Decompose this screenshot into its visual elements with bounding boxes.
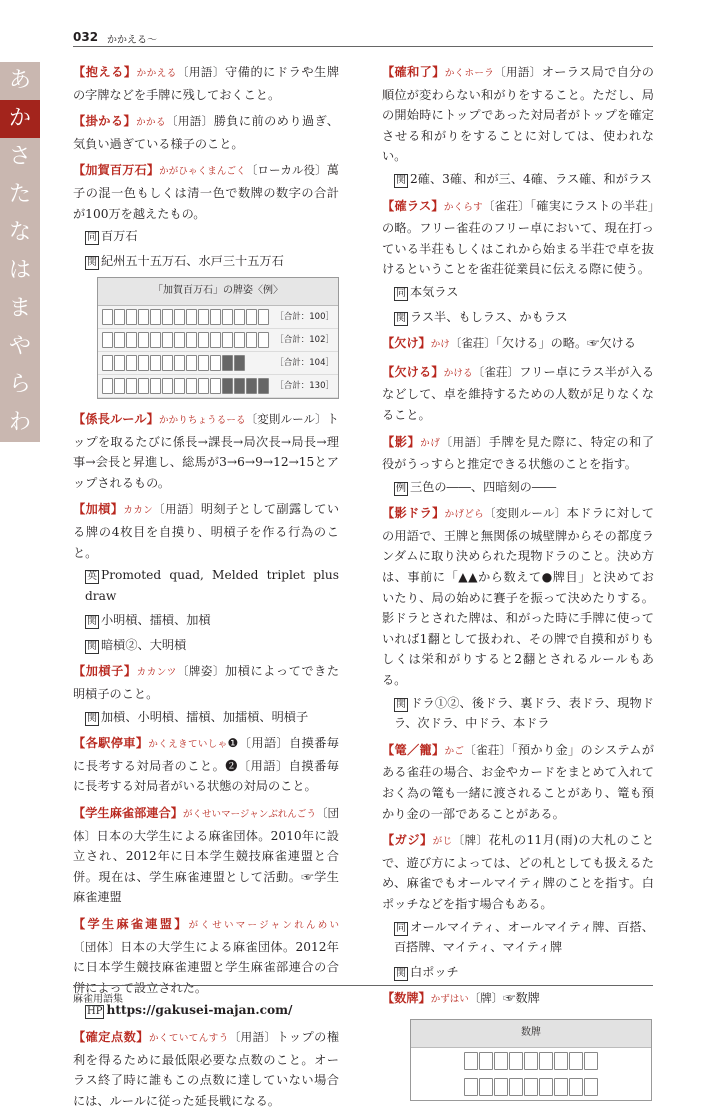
definition: ☞数牌 bbox=[503, 991, 540, 1006]
entry-kake bbox=[382, 333, 654, 356]
english-tag: 英 bbox=[87, 571, 97, 583]
category-tag: 〔雀荘〕 bbox=[464, 742, 512, 757]
headword: 【影】 bbox=[382, 434, 421, 449]
entry-kago bbox=[382, 740, 654, 824]
synonym-ref bbox=[85, 226, 339, 247]
entry-kaku-rasu bbox=[382, 196, 654, 328]
entry-gakusei-majan-burengo bbox=[73, 803, 339, 908]
reading: かがひゃくまんごく bbox=[159, 166, 246, 178]
index-tab-5[interactable]: は bbox=[0, 252, 40, 290]
page-header bbox=[73, 30, 653, 47]
category-tag: 〔雀荘〕 bbox=[482, 198, 530, 213]
synonym-text: オールマイティ、オールマイティ牌、百搭、百搭牌、マイティ、マイティ牌 bbox=[394, 919, 654, 955]
mahjong-tile-icon bbox=[258, 378, 269, 394]
tile-total: ［合計：130］ bbox=[275, 380, 334, 391]
related-ref bbox=[394, 693, 654, 734]
headword: 【係長ルール】 bbox=[73, 411, 159, 426]
mahjong-tile-icon bbox=[126, 355, 137, 371]
category-tag: 〔ローカル役〕 bbox=[245, 163, 327, 178]
mahjong-tile-icon bbox=[524, 1052, 538, 1070]
headword: 【各駅停車】 bbox=[73, 736, 149, 751]
headword: 【確和了】 bbox=[382, 65, 445, 79]
right-column bbox=[382, 62, 654, 1101]
reading: がじ bbox=[432, 836, 453, 848]
related-tag: 関 bbox=[396, 174, 406, 186]
headword: 【加賀百万石】 bbox=[73, 163, 160, 178]
category-tag: 〔変則ルール〕 bbox=[484, 506, 567, 521]
reading: かくらす bbox=[443, 201, 483, 213]
entry-kakeru bbox=[382, 362, 654, 426]
mahjong-tile-icon bbox=[569, 1052, 583, 1070]
index-tab-6[interactable]: ま bbox=[0, 290, 40, 328]
mahjong-tile-icon bbox=[138, 309, 149, 325]
kaga-tile-table bbox=[97, 277, 339, 399]
mahjong-tile-icon bbox=[210, 332, 221, 348]
entry-kage bbox=[382, 432, 654, 498]
definition: 「確実にラストの半荘」の略。フリー雀荘のフリー卓において、現在打っている半荘もしくはこれから始まる半荘で卓を抜けるということを雀荘従業員に伝える際に使う。 bbox=[382, 198, 654, 277]
suhai-box-title: 数牌 bbox=[411, 1020, 651, 1048]
mahjong-tile-icon bbox=[222, 332, 233, 348]
entry-kakueki-teisha bbox=[73, 733, 339, 797]
footer-title: 麻雀用語集 bbox=[73, 994, 123, 1005]
definition: 日本の大学生による麻雀団体。2010年に設立され、2012年に日本学生競技麻雀連盟と合併。現在は、学生麻雀連盟として活動。☞学生麻雀連盟 bbox=[73, 828, 339, 905]
related-text: 加槓、小明槓、擂槓、加擂槓、明槓子 bbox=[101, 709, 309, 724]
related-tag: 関 bbox=[87, 640, 97, 652]
index-tab-8[interactable]: ら bbox=[0, 366, 40, 404]
definition: フリー卓にラス半が入るなどして、卓を維持するための人数が足りなくなること。 bbox=[382, 364, 655, 422]
mahjong-tile-icon bbox=[162, 309, 173, 325]
entry-kaku-hora bbox=[382, 62, 654, 190]
entry-kaga-hyakumangoku bbox=[73, 160, 339, 271]
mahjong-tile-icon bbox=[479, 1052, 493, 1070]
definition: 花札の11月(雨)の大札のことで、遊び方によっては、どの札としても扱えるため、麻雀でもオールマイティ牌のことを指す。白ポッチなどを指す場合もある。 bbox=[382, 833, 654, 911]
mahjong-tile-icon bbox=[539, 1052, 553, 1070]
mahjong-tile-icon bbox=[186, 378, 197, 394]
headword: 【ガジ】 bbox=[382, 833, 433, 848]
entry-kakaeru bbox=[73, 62, 339, 105]
synonym-ref bbox=[394, 917, 654, 958]
kaga-table-row bbox=[98, 306, 338, 329]
related-ref bbox=[85, 251, 339, 272]
reading: がくせいマージャンぶれんごう bbox=[182, 809, 316, 821]
reading: かかりちょうるーる bbox=[158, 414, 246, 426]
mahjong-tile-icon bbox=[186, 309, 197, 325]
mahjong-tile-icon bbox=[509, 1052, 523, 1070]
reading: かずはい bbox=[430, 994, 469, 1006]
headword: 【数牌】 bbox=[382, 991, 431, 1006]
page-number: 032 bbox=[73, 30, 99, 44]
headword: 【確定点数】 bbox=[73, 1029, 149, 1044]
definition: 日本の大学生による麻雀団体。2012年に日本学生競技麻雀連盟と学生麻雀部連合の合併によって設立された。 bbox=[73, 939, 339, 995]
related-text: 小明槓、擂槓、加槓 bbox=[101, 613, 211, 628]
mahjong-tile-icon bbox=[554, 1078, 568, 1096]
reading: かける bbox=[443, 367, 473, 379]
reading: かげどら bbox=[444, 509, 484, 521]
mahjong-tile-icon bbox=[234, 378, 245, 394]
mahjong-tile-icon bbox=[234, 309, 245, 325]
mahjong-tile-icon bbox=[102, 309, 113, 325]
synonym-text: 百万石 bbox=[101, 229, 138, 244]
mahjong-tile-icon bbox=[234, 355, 245, 371]
reading: かくえきていしゃ bbox=[148, 739, 228, 751]
reading: かげ bbox=[420, 437, 441, 449]
category-tag: 〔牌〕 bbox=[452, 833, 489, 848]
mahjong-tile-icon bbox=[222, 378, 233, 394]
mahjong-tile-icon bbox=[210, 309, 221, 325]
headword: 【抱える】 bbox=[73, 65, 137, 79]
mahjong-tile-icon bbox=[222, 309, 233, 325]
definition: 勝負に前のめり過ぎ、気負い過ぎている様子のこと。 bbox=[73, 114, 339, 151]
reading: かかえる bbox=[136, 68, 177, 79]
mahjong-tile-icon bbox=[114, 355, 125, 371]
category-tag: 〔牌姿〕 bbox=[176, 664, 225, 679]
tile-total: ［合計：100］ bbox=[275, 311, 334, 322]
related-text: ラス半、もしラス、かもラス bbox=[410, 309, 568, 324]
left-column bbox=[73, 62, 339, 1117]
category-tag: 〔牌〕 bbox=[468, 991, 504, 1006]
related-ref bbox=[85, 707, 339, 728]
reading: カカン bbox=[123, 505, 154, 517]
tile-group bbox=[102, 309, 269, 325]
reading: かくホーラ bbox=[444, 68, 495, 79]
related-text: 2確、3確、和が三、4確、ラス確、和がラス bbox=[410, 171, 652, 186]
english-ref bbox=[85, 565, 339, 606]
mahjong-tile-icon bbox=[114, 332, 125, 348]
entry-kage-dora bbox=[382, 503, 654, 734]
mahjong-tile-icon bbox=[258, 332, 269, 348]
homepage-url[interactable]: https://gakusei-majan.com/ bbox=[106, 1003, 293, 1018]
mahjong-tile-icon bbox=[162, 378, 173, 394]
table-title: 「加賀百万石」の牌姿〈例〉 bbox=[98, 278, 338, 306]
definition: 「欠ける」の略。☞欠ける bbox=[495, 336, 636, 351]
related-tag: 関 bbox=[396, 698, 406, 710]
mahjong-tile-icon bbox=[102, 378, 113, 394]
related-ref bbox=[85, 635, 339, 656]
mahjong-tile-icon bbox=[150, 378, 161, 394]
mahjong-tile-icon bbox=[138, 355, 149, 371]
related-ref bbox=[394, 169, 654, 190]
related-text: 暗槓②、大明槓 bbox=[101, 637, 187, 652]
definition: 本ドラに対しての用語で、王牌と無関係の城壁牌からその都度ランダムに取り決められた現物ドラのこと。決め方は、事前に「▲▲から数えて●牌目」と決めておいたり、局の始めに賽子を振って決めたりする。影ドラとされた牌は、和がった時に手牌に使っていれば1翻として扱われ、その牌で自摸和がりもしくは栄和がりすると2翻とされるルールもある。 bbox=[382, 506, 654, 688]
mahjong-tile-icon bbox=[150, 355, 161, 371]
entry-kakantsu bbox=[73, 661, 339, 727]
definition: 「預かり金」のシステムがある雀荘の場合、お金やカードをまとめて入れておく為の篭も一緒に渡されることがあり、篭も預かり金の一部であることがある。 bbox=[382, 742, 655, 821]
kaga-table-row bbox=[98, 329, 338, 352]
mahjong-tile-icon bbox=[138, 378, 149, 394]
index-tab-3[interactable]: た bbox=[0, 176, 40, 214]
category-tag: 〔用語〕 bbox=[228, 1029, 277, 1044]
mahjong-tile-icon bbox=[162, 355, 173, 371]
definition: ❶〔用語〕自摸番毎に長考する対局者のこと。❷〔用語〕自摸番毎に長考する対局者がいる状態の対局のこと。 bbox=[73, 736, 339, 794]
mahjong-tile-icon bbox=[198, 309, 209, 325]
mahjong-tile-icon bbox=[210, 378, 221, 394]
mahjong-tile-icon bbox=[246, 332, 257, 348]
mahjong-tile-icon bbox=[114, 378, 125, 394]
index-tab-2[interactable]: さ bbox=[0, 138, 40, 176]
mahjong-tile-icon bbox=[198, 332, 209, 348]
category-tag: 〔用語〕 bbox=[153, 502, 201, 517]
related-tag: 関 bbox=[396, 312, 406, 324]
mahjong-tile-icon bbox=[198, 355, 209, 371]
related-tag: 関 bbox=[87, 256, 97, 268]
homepage-tag: HP bbox=[87, 1006, 103, 1018]
mahjong-tile-icon bbox=[210, 355, 221, 371]
mahjong-tile-icon bbox=[174, 355, 185, 371]
category-tag: 〔用語〕 bbox=[440, 434, 489, 449]
synonym-text: 本気ラス bbox=[410, 284, 459, 299]
mahjong-tile-icon bbox=[584, 1052, 598, 1070]
reading: かご bbox=[444, 745, 465, 757]
mahjong-tile-icon bbox=[174, 332, 185, 348]
headword: 【篭／籠】 bbox=[382, 742, 445, 757]
mahjong-tile-icon bbox=[464, 1052, 478, 1070]
suhai-tiles-row bbox=[411, 1074, 651, 1100]
mahjong-tile-icon bbox=[222, 355, 233, 371]
example-text: 三色の――、四暗刻の―― bbox=[410, 479, 557, 494]
mahjong-tile-icon bbox=[584, 1078, 598, 1096]
entry-kakutei-tensu bbox=[73, 1027, 339, 1111]
kaga-table-row bbox=[98, 352, 338, 375]
category-tag: 〔用語〕 bbox=[176, 65, 225, 79]
definition: 守備的にドラや生牌の字牌などを手牌に残しておくこと。 bbox=[73, 65, 340, 102]
mahjong-tile-icon bbox=[246, 378, 257, 394]
mahjong-tile-icon bbox=[102, 355, 113, 371]
tile-group bbox=[102, 378, 269, 394]
entry-gaji bbox=[382, 830, 654, 982]
category-tag: 〔雀荘〕 bbox=[472, 364, 520, 379]
entry-kakan bbox=[73, 499, 339, 655]
headword: 【掛かる】 bbox=[73, 114, 137, 129]
index-tab-7[interactable]: や bbox=[0, 328, 40, 366]
mahjong-tile-icon bbox=[102, 332, 113, 348]
english-text: Promoted quad, Melded triplet plus draw bbox=[85, 568, 339, 603]
index-tab-4[interactable]: な bbox=[0, 214, 40, 252]
mahjong-tile-icon bbox=[150, 309, 161, 325]
headword: 【確ラス】 bbox=[382, 198, 444, 213]
entry-kakaricho-rule bbox=[73, 409, 339, 493]
index-tab-0[interactable]: あ bbox=[0, 62, 40, 100]
related-ref bbox=[394, 307, 654, 328]
definition: オーラス局で自分の順位が変わらない和がりをすること。ただし、局の開始時にトップであった対局者がトップを確定させる和がりをすることに対しては、使われない。 bbox=[382, 65, 654, 164]
example-tag: 例 bbox=[396, 482, 406, 494]
entry-kakaru bbox=[73, 111, 339, 154]
suhai-tiles-row bbox=[411, 1048, 651, 1074]
reading: かかる bbox=[136, 117, 166, 129]
mahjong-tile-icon bbox=[246, 309, 257, 325]
synonym-ref bbox=[394, 282, 654, 303]
synonym-tag: 同 bbox=[396, 287, 406, 299]
definition: トップの権利を得るために最低限必要な点数のこと。オーラス終了時に誰もこの点数に達していない場合には、ルールに従った延長戦になる。 bbox=[73, 1029, 340, 1108]
category-tag: 〔変則ルール〕 bbox=[245, 411, 327, 426]
related-tag: 関 bbox=[87, 712, 97, 724]
mahjong-tile-icon bbox=[479, 1078, 493, 1096]
reading: カカンツ bbox=[136, 667, 177, 679]
suhai-tile-box bbox=[410, 1019, 652, 1101]
headword: 【影ドラ】 bbox=[382, 506, 445, 521]
mahjong-tile-icon bbox=[126, 332, 137, 348]
related-tag: 関 bbox=[87, 616, 97, 628]
index-tab-1[interactable]: か bbox=[0, 100, 40, 138]
example-ref bbox=[394, 477, 654, 498]
mahjong-tile-icon bbox=[539, 1078, 553, 1096]
mahjong-tile-icon bbox=[162, 332, 173, 348]
synonym-tag: 同 bbox=[87, 232, 97, 244]
mahjong-tile-icon bbox=[234, 332, 245, 348]
headword: 【学生麻雀連盟】 bbox=[73, 917, 189, 931]
mahjong-tile-icon bbox=[126, 309, 137, 325]
mahjong-tile-icon bbox=[509, 1078, 523, 1096]
headword: 【加槓子】 bbox=[73, 664, 137, 679]
related-tag: 関 bbox=[396, 967, 406, 979]
category-tag: 〔用語〕 bbox=[165, 114, 214, 129]
mahjong-tile-icon bbox=[569, 1078, 583, 1096]
running-head: かかえる〜 bbox=[107, 35, 157, 46]
category-tag: 〔雀荘〕 bbox=[449, 336, 496, 351]
related-text: 白ポッチ bbox=[410, 964, 459, 979]
index-tab-9[interactable]: わ bbox=[0, 404, 40, 442]
tile-total: ［合計：102］ bbox=[275, 334, 334, 345]
mahjong-tile-icon bbox=[464, 1078, 478, 1096]
related-text: ドラ①②、後ドラ、裏ドラ、表ドラ、現物ドラ、次ドラ、中ドラ、本ドラ bbox=[394, 695, 654, 731]
reading: がくせいマージャンれんめい bbox=[188, 920, 340, 931]
headword: 【学生麻雀部連合】 bbox=[73, 806, 183, 821]
mahjong-tile-icon bbox=[258, 309, 269, 325]
kaga-table-row bbox=[98, 375, 338, 398]
related-ref bbox=[394, 962, 654, 983]
mahjong-tile-icon bbox=[554, 1052, 568, 1070]
tile-group bbox=[102, 355, 245, 371]
mahjong-tile-icon bbox=[524, 1078, 538, 1096]
definition: 明刻子として副露している牌の4枚目を自摸り、明槓子を作る行為のこと。 bbox=[73, 502, 340, 560]
mahjong-tile-icon bbox=[494, 1078, 508, 1096]
definition: 手牌を見た際に、特定の和了役がうっすらと推定できる状態のことを指す。 bbox=[382, 434, 655, 472]
mahjong-tile-icon bbox=[174, 378, 185, 394]
tile-group bbox=[102, 332, 269, 348]
mahjong-tile-icon bbox=[186, 332, 197, 348]
mahjong-tile-icon bbox=[150, 332, 161, 348]
mahjong-tile-icon bbox=[494, 1052, 508, 1070]
mahjong-tile-icon bbox=[174, 309, 185, 325]
related-ref bbox=[85, 610, 339, 631]
reading: かくていてんすう bbox=[148, 1032, 229, 1044]
mahjong-tile-icon bbox=[198, 378, 209, 394]
synonym-tag: 同 bbox=[396, 922, 406, 934]
headword: 【欠ける】 bbox=[382, 364, 444, 379]
reading: かけ bbox=[430, 339, 450, 351]
definition: トップを取るたびに係長→課長→局次長→局長→理事→会長と昇進し、総馬が3→6→9→12→15とアップされるもの。 bbox=[73, 411, 339, 490]
page-footer bbox=[73, 985, 653, 1005]
mahjong-tile-icon bbox=[126, 378, 137, 394]
category-tag: 〔団体〕 bbox=[73, 939, 121, 954]
tile-total: ［合計：104］ bbox=[275, 357, 334, 368]
definition: 加槓によってできた明槓子のこと。 bbox=[73, 664, 340, 702]
definition: 萬子の混一色もしくは清一色で数牌の数字の合計が100万を越えたもの。 bbox=[73, 163, 339, 221]
mahjong-tile-icon bbox=[138, 332, 149, 348]
related-text: 紀州五十五万石、水戸三十五万石 bbox=[101, 253, 284, 268]
mahjong-tile-icon bbox=[114, 309, 125, 325]
category-tag: 〔団体〕 bbox=[73, 806, 340, 843]
mahjong-tile-icon bbox=[186, 355, 197, 371]
category-tag: 〔用語〕 bbox=[494, 65, 542, 79]
headword: 【欠け】 bbox=[382, 336, 431, 351]
headword: 【加槓】 bbox=[73, 502, 124, 517]
